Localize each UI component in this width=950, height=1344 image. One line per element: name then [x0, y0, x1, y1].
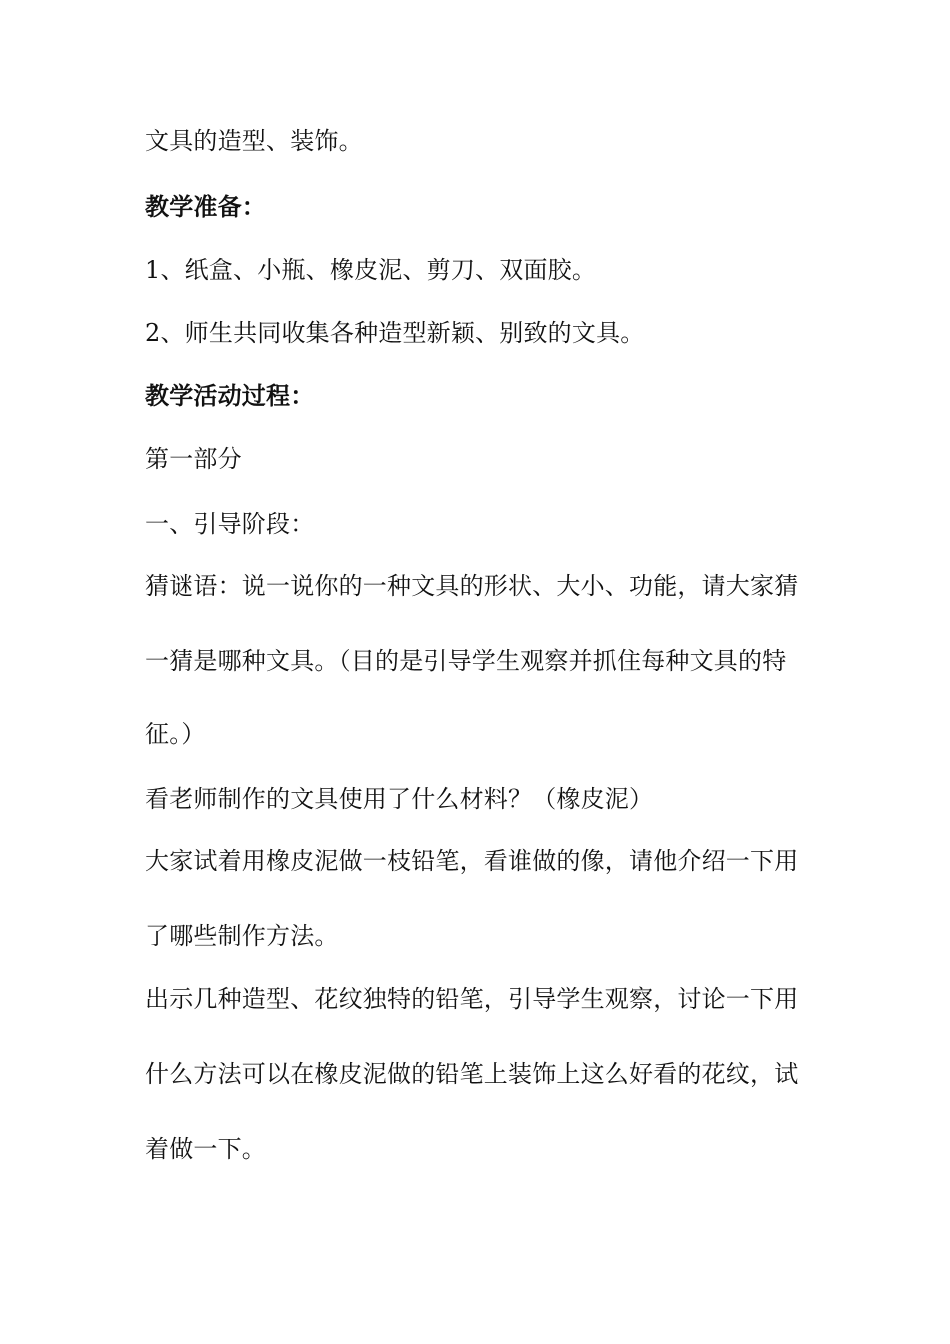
text-line: 着做一下。 [145, 1135, 266, 1163]
text-line: 什么方法可以在橡皮泥做的铅笔上装饰上这么好看的花纹，试 [145, 1060, 799, 1088]
section-heading-process: 教学活动过程： [145, 381, 315, 410]
text-line: 猜谜语：说一说你的一种文具的形状、大小、功能，请大家猜 [145, 572, 799, 600]
text-line: 一猜是哪种文具。（目的是引导学生观察并抓住每种文具的特 [145, 647, 787, 675]
text-line: 2、师生共同收集各种造型新颖、别致的文具。 [145, 319, 645, 347]
subheading-guide-stage: 一、引导阶段： [145, 510, 315, 538]
text-line: 看老师制作的文具使用了什么材料？（橡皮泥） [145, 785, 654, 813]
section-heading-preparation: 教学准备： [145, 192, 266, 221]
text-line: 大家试着用橡皮泥做一枝铅笔，看谁做的像，请他介绍一下用 [145, 847, 799, 875]
text-line: 1、纸盒、小瓶、橡皮泥、剪刀、双面胶。 [145, 256, 597, 284]
text-line: 文具的造型、装饰。 [145, 127, 363, 155]
text-line: 出示几种造型、花纹独特的铅笔，引导学生观察，讨论一下用 [145, 985, 799, 1013]
text-line: 了哪些制作方法。 [145, 922, 339, 950]
text-line: 征。） [145, 720, 206, 748]
subheading-part-one: 第一部分 [145, 445, 242, 473]
